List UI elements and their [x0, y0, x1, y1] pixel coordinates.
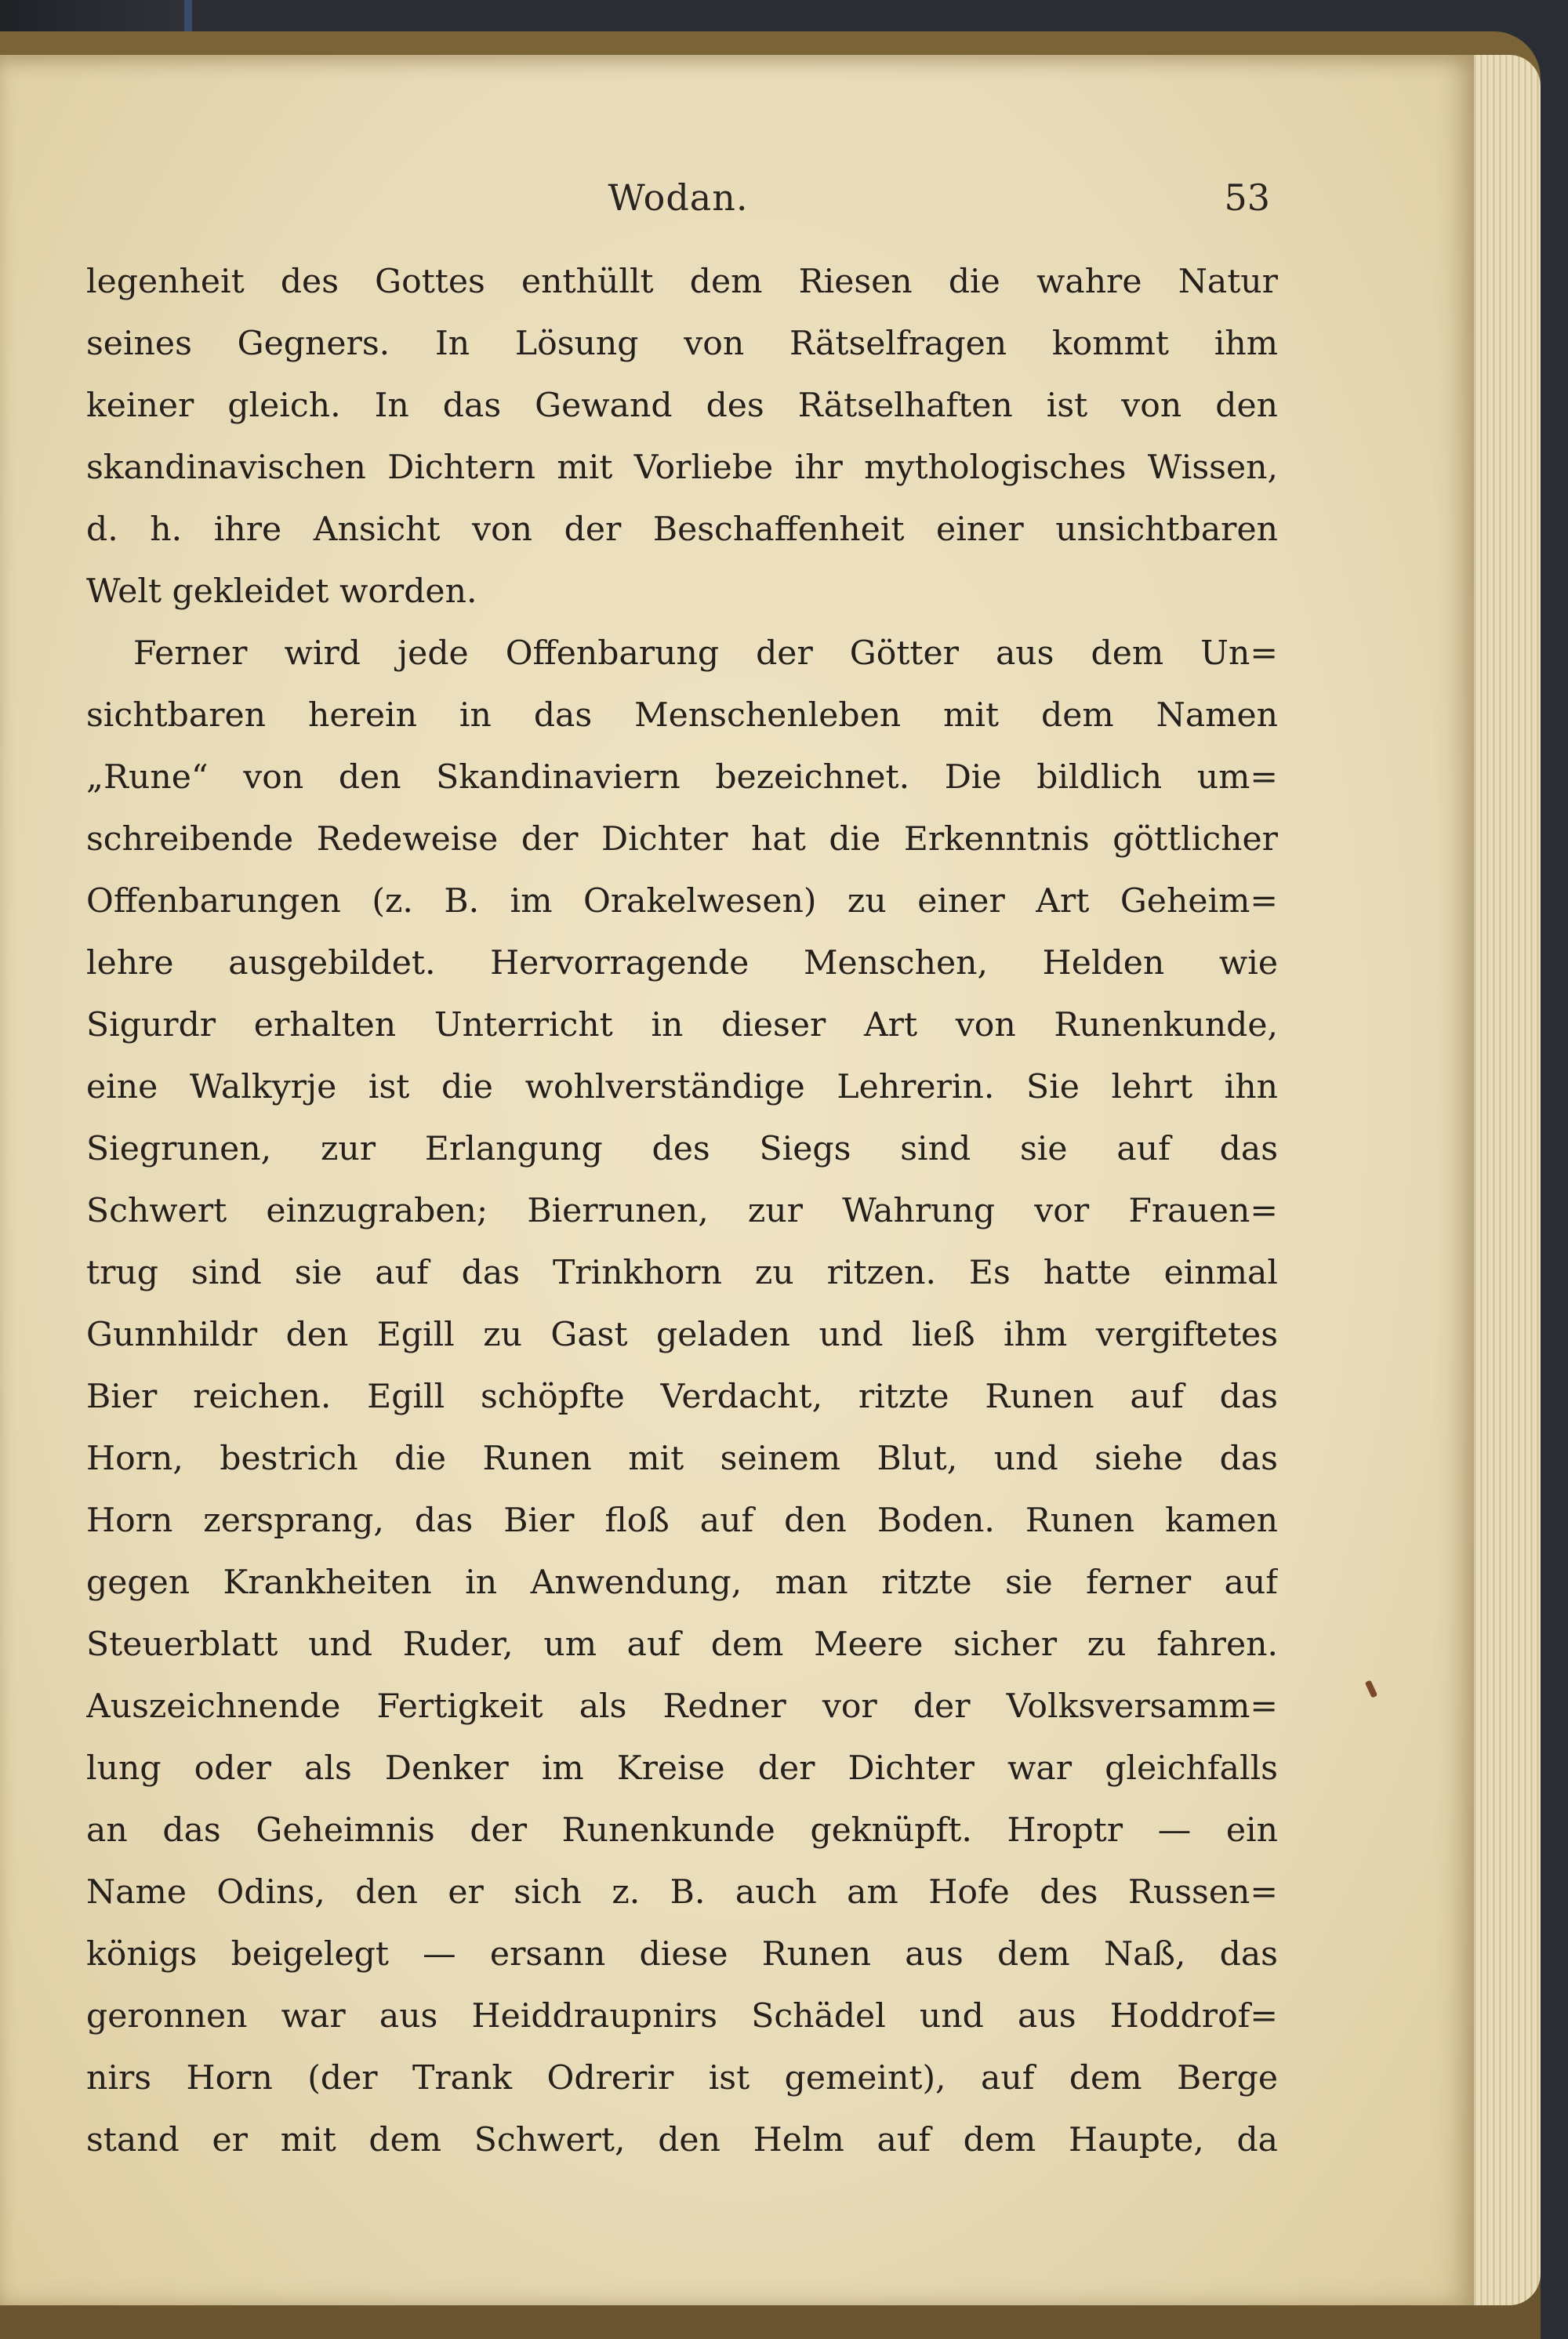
text-line: Bier reichen. Egill schöpfte Verdacht, ritzte Runen auf das	[86, 1378, 1278, 1416]
text-line: Steuerblatt und Ruder, um auf dem Meere sicher zu fahren.	[86, 1625, 1278, 1664]
text-line: Siegrunen, zur Erlangung des Siegs sind sie auf das	[86, 1130, 1278, 1168]
text-line: Auszeichnende Fertigkeit als Redner vor der Volksversamm=	[86, 1687, 1278, 1726]
text-line: gegen Krankheiten in Anwendung, man ritzte sie ferner auf	[86, 1564, 1278, 1602]
text-line: eine Walkyrje ist die wohlverständige Lehrerin. Sie lehrt ihn	[86, 1068, 1278, 1106]
text-line: nirs Horn (der Trank Odrerir ist gemeint), auf dem Berge	[86, 2059, 1278, 2097]
page-edges	[1470, 55, 1541, 2305]
page-number: 53	[1224, 176, 1270, 219]
text-line: skandinavischen Dichtern mit Vorliebe ihr mythologisches Wissen,	[86, 449, 1278, 487]
text-line: königs beigelegt — ersann diese Runen aus dem Naß, das	[86, 1935, 1278, 1974]
text-line: Schwert einzugraben; Bierrunen, zur Wahrung vor Frauen=	[86, 1192, 1278, 1230]
text-line: Name Odins, den er sich z. B. auch am Hofe des Russen=	[86, 1873, 1278, 1912]
book-page	[0, 55, 1474, 2305]
text-line: Gunnhildr den Egill zu Gast geladen und ließ ihm vergiftetes	[86, 1316, 1278, 1354]
text-line: trug sind sie auf das Trinkhorn zu ritzen. Es hatte einmal	[86, 1254, 1278, 1292]
running-title: Wodan.	[608, 176, 749, 219]
text-line: sichtbaren herein in das Menschenleben mit dem Namen	[86, 696, 1278, 735]
text-line: geronnen war aus Heiddraupnirs Schädel und aus Hoddrof=	[86, 1997, 1278, 2036]
text-line: legenheit des Gottes enthüllt dem Riesen die wahre Natur	[86, 263, 1278, 301]
text-line: lehre ausgebildet. Hervorragende Menschen, Helden wie	[86, 944, 1278, 982]
text-line: Horn, bestrich die Runen mit seinem Blut, und siehe das	[86, 1440, 1278, 1478]
text-line: schreibende Redeweise der Dichter hat die Erkenntnis göttlicher	[86, 820, 1278, 859]
text-line: Sigurdr erhalten Unterricht in dieser Art von Runenkunde,	[86, 1006, 1278, 1044]
text-line: Offenbarungen (z. B. im Orakelwesen) zu einer Art Geheim=	[86, 882, 1278, 921]
page-header	[86, 176, 1270, 231]
body-text	[86, 251, 1278, 2171]
text-line: stand er mit dem Schwert, den Helm auf dem Haupte, da	[86, 2121, 1278, 2159]
text-line: keiner gleich. In das Gewand des Rätselhaften ist von den	[86, 387, 1278, 425]
text-line: seines Gegners. In Lösung von Rätselfragen kommt ihm	[86, 325, 1278, 363]
text-line: an das Geheimnis der Runenkunde geknüpft. Hroptr — ein	[86, 1811, 1278, 1850]
text-line: „Rune“ von den Skandinaviern bezeichnet. Die bildlich um=	[86, 758, 1278, 797]
text-line: Welt gekleidet worden.	[86, 572, 477, 611]
text-line: Horn zersprang, das Bier floß auf den Boden. Runen kamen	[86, 1502, 1278, 1540]
text-line: Ferner wird jede Offenbarung der Götter aus dem Un=	[133, 634, 1278, 673]
text-line: lung oder als Denker im Kreise der Dichter war gleichfalls	[86, 1749, 1278, 1788]
text-line: d. h. ihre Ansicht von der Beschaffenheit einer unsichtbaren	[86, 510, 1278, 549]
